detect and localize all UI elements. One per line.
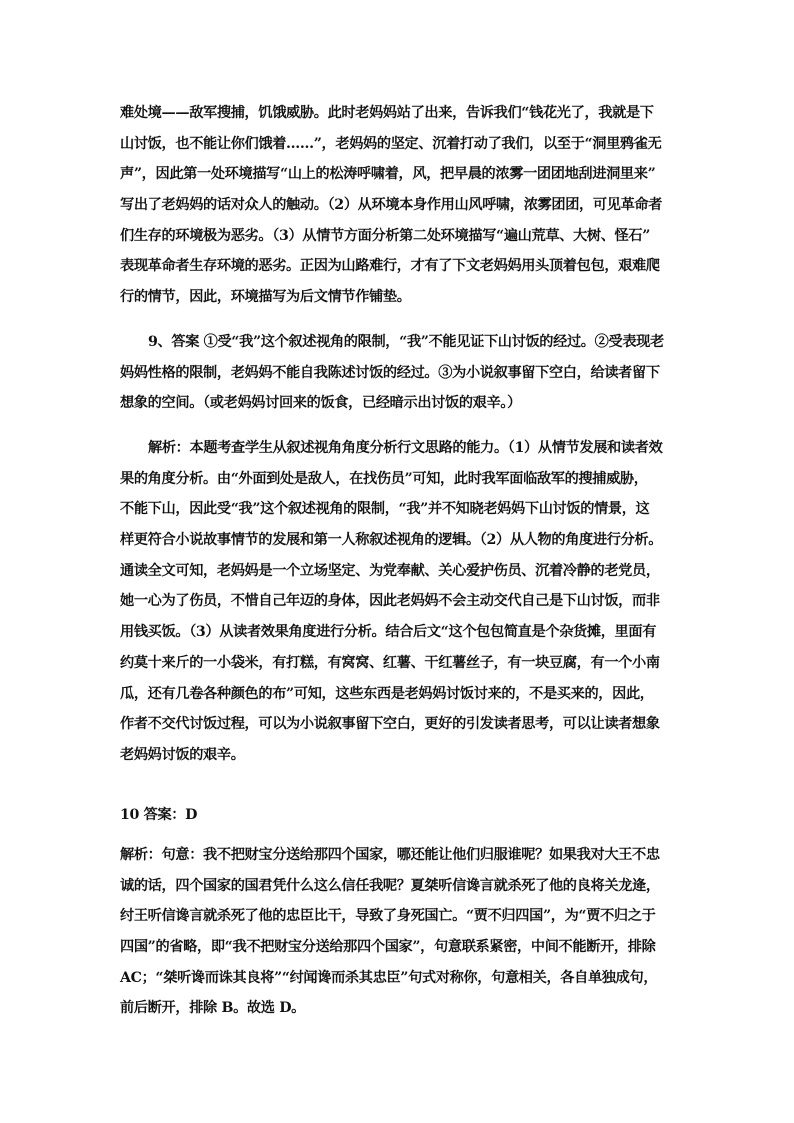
text-line: 解析：本题考查学生从叙述视角角度分析行文思路的能力。（1）从情节发展和读者效 bbox=[148, 440, 663, 456]
text-line: 们生存的环境极为恶劣。（3）从情节方面分析第二处环境描写“遍山荒草、大树、怪石” bbox=[120, 227, 651, 244]
text-line: 9、答案 ①受“我”这个叙述视角的限制，“我”不能见证下山讨饭的经过。②受表现老 bbox=[148, 334, 664, 350]
text-line: 她一心为了伤员，不惜自己年迈的身体，因此老妈妈不会主动交代自己是下山讨饭，而非 bbox=[120, 593, 660, 610]
text-line: 四国”的省略，即“我不把财宝分送给那四个国家”，句意联系紧密，中间不能断开，排除 bbox=[120, 939, 656, 956]
text-line: 果的角度分析。由“外面到处是敌人，在找伤员”可知，此时我军面临敌军的搜捕威胁， bbox=[120, 470, 648, 487]
paragraph-answer-9 bbox=[120, 327, 680, 419]
paragraph-answer-10 bbox=[120, 800, 680, 831]
paragraph-analysis-8 bbox=[120, 98, 680, 313]
text-line: 瓜，还有几卷各种颜色的布”可知，这些东西是老妈妈讨饭讨来的，不是买来的，因此， bbox=[120, 685, 654, 702]
text-line: 前后断开，排除 B。故选 D。 bbox=[120, 1000, 305, 1017]
text-line: 老妈妈讨饭的艰辛。 bbox=[120, 746, 245, 763]
text-line: 想象的空间。（或老妈妈讨回来的饭食，已经暗示出讨饭的艰辛。） bbox=[120, 395, 521, 412]
text-line: 写出了老妈妈的话对众人的触动。（2）从环境本身作用山风呼啸，浓雾团团，可见革命者 bbox=[120, 197, 663, 214]
text-line: 表现革命者生存环境的恶劣。正因为山路难行，才有了下文老妈妈用头顶着包包，艰难爬 bbox=[120, 258, 660, 275]
text-line: 约莫十来斤的一小袋米，有打糕，有窝窝、红薯、干红薯丝子，有一块豆腐，有一个小南 bbox=[120, 654, 660, 671]
text-line: 通读全文可知，老妈妈是一个立场坚定、为党奉献、关心爱护伤员、沉着冷静的老党员， bbox=[120, 562, 660, 579]
text-line: 解析：句意：我不把财宝分送给那四个国家，哪还能让他们归服谁呢？如果我对大王不忠 bbox=[120, 847, 660, 863]
text-line: 行的情节，因此，环境描写为后文情节作铺垫。 bbox=[120, 289, 411, 306]
text-line: 难处境——敌军搜捕，饥饿威胁。此时老妈妈站了出来，告诉我们“钱花光了，我就是下 bbox=[120, 105, 654, 121]
text-line: 不能下山，因此受“我”这个叙述视角的限制，“我”并不知晓老妈妈下山讨饭的情景，这 bbox=[120, 501, 650, 518]
text-line: 用钱买饭。（3）从读者效果角度进行分析。结合后文“这个包包简直是个杂货摊，里面有 bbox=[120, 624, 657, 641]
text-line: AC；“桀听谗而诛其良将”“纣闻谗而杀其忠臣”句式对称你，句意相关，各自单独成句， bbox=[120, 969, 658, 986]
text-line: 妈妈性格的限制，老妈妈不能自我陈述讨饭的经过。③为小说叙事留下空白，给读者留下 bbox=[120, 364, 660, 381]
paragraph-analysis-9 bbox=[120, 433, 680, 771]
text-line: 纣王听信谗言就杀死了他的忠臣比干，导致了身死国亡。“贾不归四国”，为“贾不归之于 bbox=[120, 908, 656, 925]
text-line: 作者不交代讨饭过程，可以为小说叙事留下空白，更好的引发读者思考，可以让读者想象 bbox=[120, 716, 660, 733]
text-line: 诚的话，四个国家的国君凭什么这么信任我呢？夏桀听信谗言就杀死了他的良将关龙逄， bbox=[120, 877, 660, 894]
text-line: 样更符合小说故事情节的发展和第一人称叙述视角的逻辑。（2）从人物的角度进行分析。 bbox=[120, 532, 663, 549]
text-line: 声”，因此第一处环境描写“山上的松涛呼啸着，风，把早晨的浓雾一团团地刮进洞里来” bbox=[120, 166, 656, 183]
text-line: 山讨饭，也不能让你们饿着……”，老妈妈的坚定、沉着打动了我们，以至于“洞里鸦雀无 bbox=[120, 135, 662, 152]
paragraph-analysis-10 bbox=[120, 840, 680, 1024]
text-line: 10 答案：D bbox=[120, 807, 198, 823]
